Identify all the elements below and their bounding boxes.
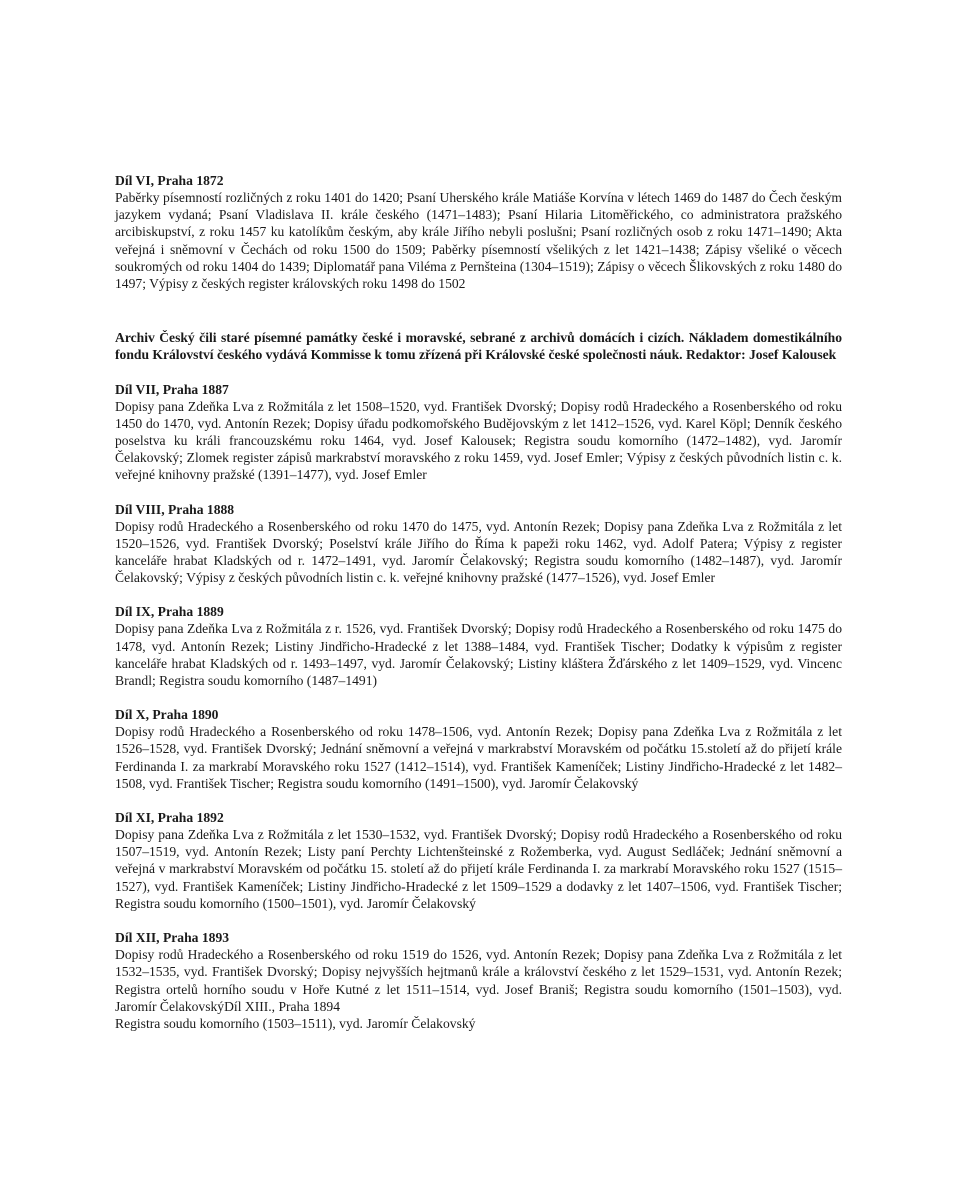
volume-contents: Dopisy pana Zdeňka Lva z Rožmitála z let 1508–1520, vyd. František Dvorský; Dopisy rodů Hradeckého a Rosenberského od roku 1450 do 1470, vyd. Antonín Rezek; Dopisy úřadu podkomořského Budějovským z let 1412–1526, vyd. Karel Köpl; Denník českého poselstva ku králi francouzskému roku 1464, vyd. Josef Kalousek; Registra soudu komorního (1472–1482), vyd. Jaromír Čelakovský; Zlomek register zápisů markrabství moravského z roku 1459, vyd. Josef Emler; Výpisy z českých původních listin c. k. veřejné knihovny pražské (1391–1477), vyd. Josef Emler (115, 398, 842, 483)
volume-heading: Díl X, Praha 1890 (115, 707, 219, 723)
volume-section-x (115, 706, 842, 792)
volume-contents: Paběrky písemností rozličných z roku 1401 do 1420; Psaní Uherského krále Matiáše Korvína v létech 1469 do 1487 do Čech českým jazykem vydaná; Psaní Vladislava II. krále českého (1471–1483); Psaní Hilaria Litoměřického, co administratora pražského arcibiskupství, z roku 1457 ku katolíkům českým, aby krále Jiřího nebyli poslušni; Psaní rozličných osob z roku 1471–1490; Akta veřejná i sněmovní v Čechách od roku 1500 do 1509; Paběrky písemností všelikých z let 1421–1438; Zápisy všeliké o věcech soukromých od roku 1404 do 1439; Diplomatář pana Viléma z Pernšteina (1304–1519); Zápisy o věcech Šlikovských z roku 1480 do 1497; Výpisy z českých register královských roku 1498 do 1502 (115, 190, 842, 292)
volume-contents: Dopisy rodů Hradeckého a Rosenberského od roku 1519 do 1526, vyd. Antonín Rezek; Dopisy pana Zdeňka Lva z Rožmitála z let 1532–1535, vyd. František Dvorský; Dopisy nejvyšších hejtmanů krále a království českého z let 1529–1531, vyd. Antonín Rezek; Registra ortelů horního soudu v Hoře Kutné z let 1511–1514, vyd. Josef Braniš; Registra soudu komorního (1501–1503), vyd. Jaromír ČelakovskýDíl XIII., Praha 1894 (115, 947, 842, 1014)
volume-section-ix (115, 603, 842, 689)
volume-section-vi (115, 172, 842, 292)
document-page (115, 172, 842, 1032)
volume-section-xi (115, 809, 842, 912)
volume-section-xii (115, 929, 842, 1032)
volume-heading: Díl IX, Praha 1889 (115, 604, 224, 620)
volume-contents: Dopisy rodů Hradeckého a Rosenberského od roku 1478–1506, vyd. Antonín Rezek; Dopisy pana Zdeňka Lva z Rožmitála z let 1526–1528, vyd. František Dvorský; Jednání sněmovní a veřejná v markrabství Moravském od počátku 15.století až do přijetí krále Ferdinanda I. za markrabí Moravského roku 1527 (1412–1514), vyd. František Kameníček; Listiny Jindřicho-Hradecké z let 1482–1508, vyd. František Tischer; Registra soudu komorního (1491–1500), vyd. Jaromír Čelakovský (115, 724, 842, 791)
volume-contents-extra-line: Registra soudu komorního (1503–1511), vyd. Jaromír Čelakovský (115, 1015, 476, 1031)
volume-contents: Dopisy rodů Hradeckého a Rosenberského od roku 1470 do 1475, vyd. Antonín Rezek; Dopisy pana Zdeňka Lva z Rožmitála z let 1520–1526, vyd. František Dvorský; Poselství krále Jiřího do Říma k papeži roku 1462, vyd. Adolf Patera; Výpisy z register kanceláře hrabat Kladských od r. 1472–1491, vyd. Jaromír Čelakovský; Registra soudu komorního (1482–1487), vyd. Jaromír Čelakovský; Výpisy z českých původních listin c. k. veřejné knihovny pražské (1477–1526), vyd. Josef Emler (115, 518, 842, 586)
volume-section-vii (115, 381, 842, 484)
volume-heading: Díl VII, Praha 1887 (115, 381, 229, 397)
volume-heading: Díl XI, Praha 1892 (115, 810, 224, 826)
volume-contents: Dopisy pana Zdeňka Lva z Rožmitála z let 1530–1532, vyd. František Dvorský; Dopisy rodů Hradeckého a Rosenberského od roku 1507–1519, vyd. Antonín Rezek; Listy paní Perchty Lichtenšteinské z Rožemberka, vyd. August Sedláček; Jednání sněmovní a veřejná v markrabství Moravském od počátku 15. století až do přijetí krále Ferdinanda I. za markrabí Moravského roku 1527 (1515–1527), vyd. František Kameníček; Listiny Jindřicho-Hradecké z let 1509–1529 a dodavky z let 1407–1506, vyd. František Tischer; Registra soudu komorního (1500–1501), vyd. Jaromír Čelakovský (115, 827, 842, 911)
volume-heading: Díl XII, Praha 1893 (115, 930, 230, 946)
volume-heading: Díl VI, Praha 1872 (115, 173, 224, 188)
volume-heading: Díl VIII, Praha 1888 (115, 501, 235, 517)
series-description: Archiv Český čili staré písemné památky české i moravské, sebrané z archivů domácích i cizích. Nákladem domestikálního fondu Království českého vydává Kommisse k tomu zřízená při Královské české společnosti náuk. Redaktor: Josef Kalousek (115, 330, 842, 363)
volume-section-viii (115, 501, 842, 587)
volume-contents: Dopisy pana Zdeňka Lva z Rožmitála z r. 1526, vyd. František Dvorský; Dopisy rodů Hradeckého a Rosenberského od roku 1475 do 1478, vyd. Antonín Rezek; Listiny Jindřicho-Hradecké z let 1388–1484, vyd. František Tischer; Dodatky k výpisům z register kanceláře hrabat Kladských od r. 1493–1497, vyd. Jaromír Čelakovský; Listiny kláštera Žďárského z let 1409–1529, vyd. Vincenc Brandl; Registra soudu komorního (1487–1491) (115, 621, 842, 689)
series-intro-section (115, 329, 842, 363)
